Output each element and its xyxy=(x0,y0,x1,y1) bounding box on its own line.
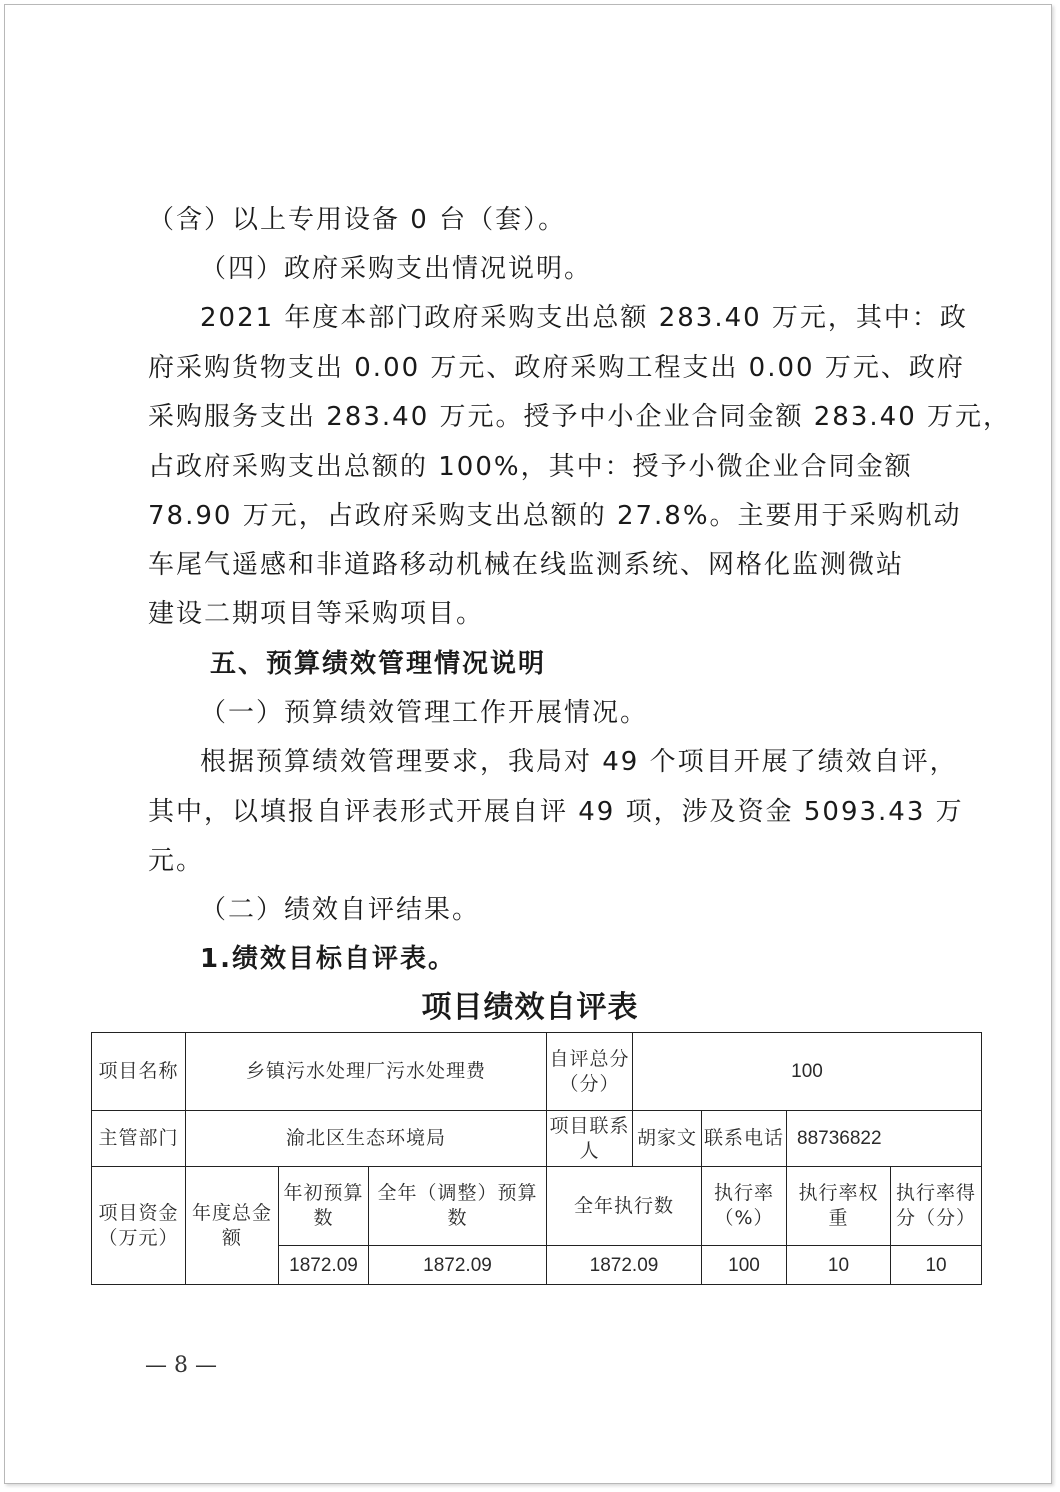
project-name-value: 乡镇污水处理厂污水处理费 xyxy=(186,1033,547,1111)
paragraph-line-9: 建设二期项目等采购项目。 xyxy=(148,599,485,629)
project-name-label: 项目名称 xyxy=(92,1033,186,1111)
value-execution-rate: 100 xyxy=(702,1246,787,1285)
paragraph-line-7: 78.90 万元，占政府采购支出总额的 27.8%。主要用于采购机动 xyxy=(148,501,962,531)
header-annual-execution: 全年执行数 xyxy=(547,1167,702,1246)
subheading-self-eval-results: （二）绩效自评结果。 xyxy=(200,895,481,925)
section-heading-budget-performance: 五、预算绩效管理情况说明 xyxy=(210,649,547,679)
contact-value: 胡家文 xyxy=(633,1111,702,1167)
phone-value: 88736822 xyxy=(787,1111,982,1167)
funds-label: 项目资金（万元） xyxy=(92,1167,186,1285)
value-annual-execution: 1872.09 xyxy=(547,1246,702,1285)
table-title: 项目绩效自评表 xyxy=(421,990,639,1025)
value-rate-weight: 10 xyxy=(787,1246,891,1285)
paragraph-line-5: 采购服务支出 283.40 万元。授予中小企业合同金额 283.40 万元， xyxy=(148,402,1012,432)
header-rate-weight: 执行率权重 xyxy=(787,1167,891,1246)
paragraph-line-14: 元。 xyxy=(148,846,205,876)
paragraph-line-12: 根据预算绩效管理要求，我局对 49 个项目开展了绩效自评， xyxy=(200,747,958,777)
self-score-label: 自评总分（分） xyxy=(547,1033,633,1111)
value-initial-budget: 1872.09 xyxy=(279,1246,369,1285)
paragraph-line-8: 车尾气遥感和非道路移动机械在线监测系统、网格化监测微站 xyxy=(148,550,905,580)
dept-value: 渝北区生态环境局 xyxy=(186,1111,547,1167)
header-initial-budget: 年初预算数 xyxy=(279,1167,369,1246)
section-heading-procurement: （四）政府采购支出情况说明。 xyxy=(200,254,593,284)
paragraph-line-3: 2021 年度本部门政府采购支出总额 283.40 万元，其中：政 xyxy=(200,303,968,333)
header-rate-score: 执行率得分（分） xyxy=(891,1167,982,1246)
header-execution-rate: 执行率（%） xyxy=(702,1167,787,1246)
paragraph-line-4: 府采购货物支出 0.00 万元、政府采购工程支出 0.00 万元、政府 xyxy=(148,353,965,383)
paragraph-line-6: 占政府采购支出总额的 100%，其中：授予小微企业合同金额 xyxy=(148,452,913,482)
paragraph-line-13: 其中，以填报自评表形式开展自评 49 项，涉及资金 5093.43 万 xyxy=(148,797,964,827)
dept-label: 主管部门 xyxy=(92,1111,186,1167)
total-amount-label: 年度总金额 xyxy=(186,1167,279,1285)
value-adjusted-budget: 1872.09 xyxy=(369,1246,547,1285)
value-rate-score: 10 xyxy=(891,1246,982,1285)
performance-eval-table xyxy=(91,1032,982,1285)
paragraph-line-1: （含）以上专用设备 0 台（套）。 xyxy=(148,205,567,235)
self-score-value: 100 xyxy=(633,1033,982,1111)
subheading-performance-work: （一）预算绩效管理工作开展情况。 xyxy=(200,698,649,728)
phone-label: 联系电话 xyxy=(702,1111,787,1167)
subheading-eval-table: 1.绩效目标自评表。 xyxy=(200,944,456,974)
header-adjusted-budget: 全年（调整）预算数 xyxy=(369,1167,547,1246)
page-number: — 8 — xyxy=(145,1353,217,1378)
contact-label: 项目联系人 xyxy=(547,1111,633,1167)
